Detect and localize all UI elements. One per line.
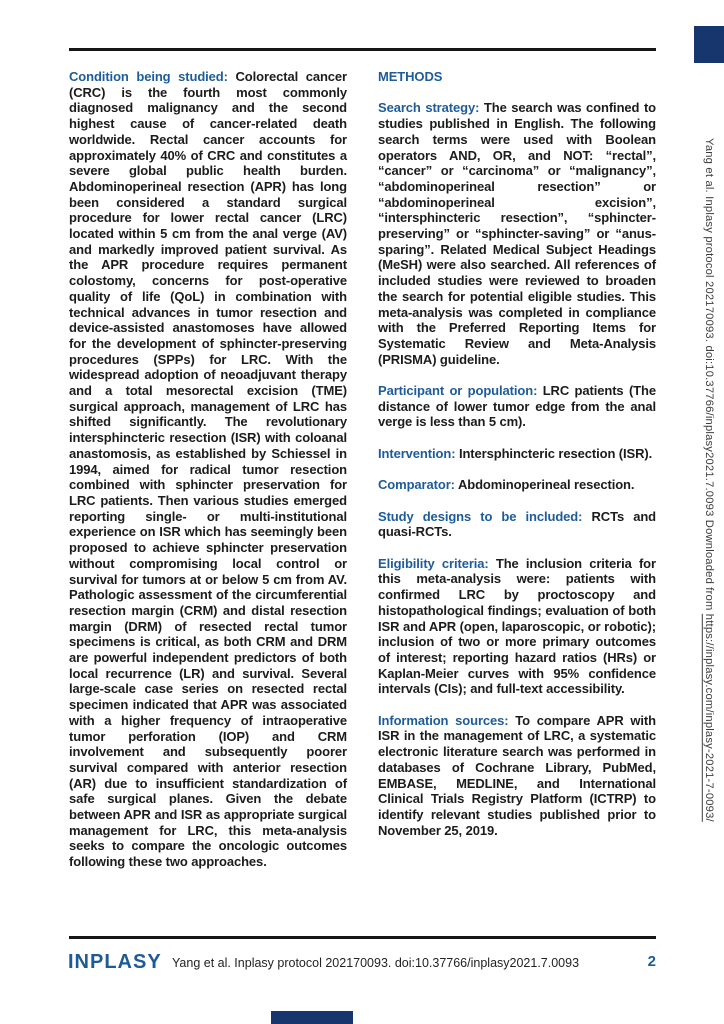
footer-citation: Yang et al. Inplasy protocol 202170093. doi:10.37766/inplasy2021.7.0093: [172, 956, 580, 970]
eligibility-criteria-text: The inclusion criteria for this meta-analysis were: patients with confirmed LRC by proctoscopy and histopathological findings; evaluation of both ISR and APR (open, laparoscopic, or robotic); inclusion of two or more primary outcomes of interest; reporting hazard ratios (HRs) or Kaplan-Meier curves with 95% confidence intervals (CIs); and full-text accessibility.: [378, 555, 656, 697]
study-designs-paragraph: [378, 509, 656, 540]
study-designs-text: RCTs and quasi-RCTs.: [378, 508, 656, 540]
search-strategy-paragraph: [378, 100, 656, 367]
body-columns: [69, 69, 656, 886]
rotated-citation-text: Yang et al. Inplasy protocol 202170093. doi:10.37766/inplasy2021.7.0093 Downloaded from: [703, 138, 715, 614]
brand-bottom-bar: [271, 1011, 353, 1024]
information-sources-paragraph: [378, 713, 656, 839]
participant-paragraph: [378, 383, 656, 430]
participant-text: LRC patients (The distance of lower tumor edge from the anal verge is less than 5 cm).: [378, 383, 656, 430]
information-sources-text: To compare APR with ISR in the management of LRC, a systematic electronic literature search was performed in databases of Cochrane Library, PubMed, EMBASE, MEDLINE, and International Clinical Trials Registry Platform (ICTRP) to identify relevant studies published prior to November 25, 2019.: [378, 712, 656, 838]
inplasy-logo: INPLASY: [68, 951, 162, 973]
bottom-divider: [69, 936, 656, 939]
rotated-citation-stamp: [703, 138, 715, 822]
information-sources-label: Information sources:: [378, 712, 509, 728]
search-strategy-text: The search was confined to studies published in English. The following search terms were used with Boolean operators AND, OR, and NOT: “rectal”, “cancer” or “carcinoma” or “malignancy”, “abdominoperineal resection” or “abdominoperineal excision”, “intersphincteric resection”, “sphincter-preserving” or “sphincter-saving” or “anus-sparing”. Related Medical Subject Headings (MeSH) were also searched. All references of included studies were reviewed to broaden the search for potential eligible studies. This meta-analysis was completed in compliance with the Preferred Reporting Items for Systematic Review and Meta-Analysis (PRISMA) guideline.: [378, 100, 657, 367]
intervention-label: Intervention:: [378, 445, 456, 461]
rotated-citation-link[interactable]: https://inplasy.com/inplasy-2021-7-0093/: [703, 613, 715, 822]
search-strategy-label: Search strategy:: [378, 100, 480, 116]
study-designs-label: Study designs to be included:: [378, 508, 583, 524]
right-column: [378, 69, 656, 886]
comparator-paragraph: [378, 477, 656, 493]
comparator-label: Comparator:: [378, 477, 455, 493]
intervention-paragraph: [378, 446, 656, 462]
intervention-text: Intersphincteric resection (ISR).: [458, 445, 653, 461]
brand-corner-square: [694, 26, 724, 63]
top-divider: [69, 48, 656, 51]
participant-label: Participant or population:: [378, 383, 538, 399]
methods-heading: METHODS: [378, 69, 443, 84]
condition-being-studied-paragraph: [69, 69, 347, 870]
condition-being-studied-label: Condition being studied:: [69, 69, 228, 84]
eligibility-criteria-label: Eligibility criteria:: [378, 555, 489, 571]
left-column: [69, 69, 347, 886]
eligibility-criteria-paragraph: [378, 556, 656, 697]
page-number: 2: [647, 953, 656, 970]
condition-being-studied-text: Colorectal cancer (CRC) is the fourth most commonly diagnosed malignancy and the second highest cause of cancer-related death worldwide. Rectal cancer accounts for approximately 40% of CRC and constitutes a severe global public health burden. Abdominoperineal resection (APR) has long been considered a standard surgical procedure for lower rectal cancer (LRC) located within 5 cm from the anal verge (AV) and markedly improved patient survival. As the APR procedure requires permanent colostomy, concerns for post-operative quality of life (QoL) in combination with technical advances in tumor resection and device-assisted anastomoses have allowed for the development of sphincter-preserving procedures (SPPs) for LRC. With the widespread adoption of neoadjuvant therapy and a total mesorectal excision (TME) surgical approach, management of LRC has shifted significantly. The revolutionary intersphincteric resection (ISR) with coloanal anastomosis, as established by Schiessel in 1994, aimed for radical tumor resection combined with sphincter preservation for LRC patients. Then various studies emerged reporting single- or multi-institutional experience on ISR which has seemingly been proposed to achieve sphincter preservation without compromising local control or survival for tumors at or below 5 cm from AV. Pathologic assessment of the circumferential resection margin (CRM) and distal resection margin (DRM) of resected rectal tumor specimens is critical, as both CRM and DRM are powerful independent predictors of both local recurrence (LR) and survival. Several large-scale case series on resected rectal specimen indicated that APR was associated with a higher frequency of intraoperative tumor perforation (IOP) and CRM involvement and subsequently poorer survival compared with anterior resection (AR) due to insufficient standardization of safe surgical planes. Given the debate between APR and ISR as appropriate surgical management for LRC, this meta-analysis seeks to compare the oncologic outcomes following these two approaches.: [69, 69, 348, 870]
comparator-text: Abdominoperineal resection.: [457, 477, 635, 493]
